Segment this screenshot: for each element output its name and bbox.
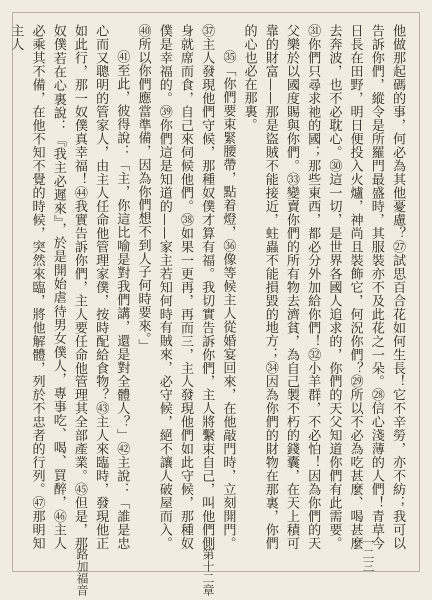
- chapter-text: [8, 24, 408, 550]
- book-title: 路加福音: [75, 548, 89, 596]
- paragraph: 他做那起碼的事，何必為其他憂慮？㉗試思百合花如何生長！它不辛勞，亦不紡；我可以告訴你們，縱令是所羅門最盛時，其服裝亦不及此花之一朵。㉘信心淺薄的人們！青草今日長在田野，明日便投入火爐，神尚且裝飾它，何況你們？㉙所以不必為吃甚麼、喝甚麼去奔波，也不必耽心。㉚這一切，是世界各國人追求的，你們的天父知道你們有此需要。㉛你們只尋求祂的國；那些東西，都必分外加給你們！㉜小羊群，不必怕！因為你們的天父樂於以國度賜與你們。㉝變賣你們的所有物去濟貧，為自己製不朽的錢囊，在天上積可靠的財富——那是盜賊不能接近，蛀蟲不能損毀的地方；㉞因為你們的財物在那裏，你們的心也必在那裏。: [241, 24, 405, 550]
- chapter-label: 第十二章: [201, 548, 215, 596]
- paragraph: ㉟「你們要束緊腰帶，點着燈，㊱像等候主人從婚宴回來，在他敲門時，立刻開門。㊲主人發現他們守候，那種奴僕才算有福。我切實告訴你們，主人將繫束自己，叫他們側身就席而食，自己來伺候他們。㊳如果一更再，再而三，主人發現他們如此守候，那種奴僕是幸福的。㊴你們這是知道的——家主若知何時有賊來，必守候，絕不讓人破屋而入。㊵所以你們應當準備，因為你們想不到人子何時要來。」: [135, 24, 236, 550]
- paragraph: ㊶至此，彼得說：「主，你這比喻是對我們講，還是對全體人？」㊷主說：「誰是忠心而又聰明的管家人，由主人任命他管理家僕，按時配給食物？㊸主人來臨時，發現他正如此行，那一奴僕真幸福！㊹我實告訴你們，主人要任命他管理其全部產業。㊺但是，那奴僕若在心裏說：『我主必遲來』，於是開始虐待男女僕人，專事吃、喝、買醉，㊻主人必乘其不備，在他不知不覺的時候，突然來臨，將他解體，列於不忠者的行列。㊼那明知主人: [8, 24, 130, 550]
- page-number: 一二三: [361, 536, 375, 572]
